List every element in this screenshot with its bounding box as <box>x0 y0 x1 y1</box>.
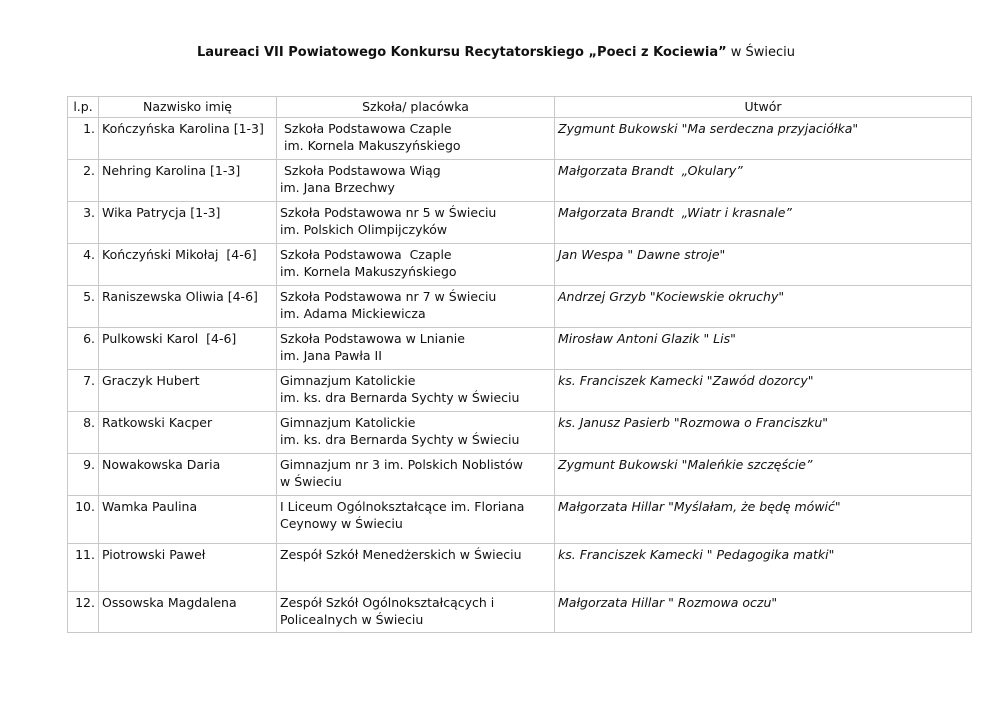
cell-lp: 3. <box>68 202 99 244</box>
header-work: Utwór <box>555 97 972 118</box>
document-title <box>0 44 992 62</box>
title-main: Laureaci VII Powiatowego Konkursu Recytatorskiego „Poeci z Kociewia” <box>196 45 727 60</box>
cell-lp: 1. <box>68 118 99 160</box>
table-row <box>68 244 972 286</box>
cell-name: Ossowska Magdalena <box>99 592 277 633</box>
school-line-2: Ceynowy w Świeciu <box>280 516 403 531</box>
table-row <box>68 496 972 544</box>
cell-work: Małgorzata Brandt „Wiatr i krasnale” <box>555 202 972 244</box>
cell-work: Andrzej Grzyb "Kociewskie okruchy" <box>555 286 972 328</box>
cell-school <box>277 118 555 160</box>
title-location: w Świeciu <box>726 45 796 60</box>
cell-lp: 2. <box>68 160 99 202</box>
cell-name: Nehring Karolina [1-3] <box>99 160 277 202</box>
cell-name: Kończyńska Karolina [1-3] <box>99 118 277 160</box>
school-line-1: Szkoła Podstawowa nr 7 w Świeciu <box>280 289 497 304</box>
table-row <box>68 328 972 370</box>
table-header-row <box>68 97 972 118</box>
cell-school <box>277 202 555 244</box>
cell-name: Kończyński Mikołaj [4-6] <box>99 244 277 286</box>
school-line-1: Gimnazjum Katolickie <box>280 415 416 430</box>
cell-work: Zygmunt Bukowski "Maleńkie szczęście” <box>555 454 972 496</box>
cell-name: Raniszewska Oliwia [4-6] <box>99 286 277 328</box>
table-row <box>68 544 972 592</box>
cell-school <box>277 286 555 328</box>
cell-lp: 7. <box>68 370 99 412</box>
cell-work: Małgorzata Hillar "Myślałam, że będę mówić" <box>555 496 972 544</box>
cell-name: Piotrowski Paweł <box>99 544 277 592</box>
cell-work: ks. Janusz Pasierb "Rozmowa o Franciszku" <box>555 412 972 454</box>
school-line-1: Szkoła Podstawowa nr 5 w Świeciu <box>280 205 497 220</box>
cell-lp: 5. <box>68 286 99 328</box>
school-line-2: im. Kornela Makuszyńskiego <box>280 138 461 153</box>
school-line-1: Szkoła Podstawowa w Lnianie <box>280 331 465 346</box>
table-row <box>68 454 972 496</box>
cell-school <box>277 496 555 544</box>
cell-school <box>277 592 555 633</box>
cell-lp: 8. <box>68 412 99 454</box>
school-line-2: im. Polskich Olimpijczyków <box>280 222 448 237</box>
cell-school <box>277 160 555 202</box>
cell-lp: 11. <box>68 544 99 592</box>
cell-school <box>277 370 555 412</box>
laureates-table <box>67 96 972 633</box>
table-row <box>68 412 972 454</box>
cell-work: Małgorzata Brandt „Okulary” <box>555 160 972 202</box>
school-line-1: Gimnazjum Katolickie <box>280 373 416 388</box>
table-row <box>68 202 972 244</box>
school-line-2: w Świeciu <box>280 474 342 489</box>
cell-work: ks. Franciszek Kamecki " Pedagogika matki" <box>555 544 972 592</box>
table-row <box>68 370 972 412</box>
cell-school <box>277 328 555 370</box>
cell-school <box>277 454 555 496</box>
school-line-2: im. Adama Mickiewicza <box>280 306 426 321</box>
cell-name: Graczyk Hubert <box>99 370 277 412</box>
table-row <box>68 592 972 633</box>
cell-lp: 12. <box>68 592 99 633</box>
cell-school <box>277 412 555 454</box>
header-school: Szkoła/ placówka <box>277 97 555 118</box>
cell-work: Zygmunt Bukowski "Ma serdeczna przyjaciółka" <box>555 118 972 160</box>
school-line-2: im. Kornela Makuszyńskiego <box>280 264 457 279</box>
school-line-1: Zespół Szkół Ogólnokształcących i <box>280 595 495 610</box>
school-line-1: Szkoła Podstawowa Wiąg <box>280 163 441 178</box>
school-line-1: Szkoła Podstawowa Czaple <box>280 247 452 262</box>
cell-work: Jan Wespa " Dawne stroje" <box>555 244 972 286</box>
header-name: Nazwisko imię <box>99 97 277 118</box>
cell-name: Pulkowski Karol [4-6] <box>99 328 277 370</box>
school-line-1: Zespół Szkół Menedżerskich w Świeciu <box>280 547 522 562</box>
cell-name: Wika Patrycja [1-3] <box>99 202 277 244</box>
school-line-1: Gimnazjum nr 3 im. Polskich Noblistów <box>280 457 523 472</box>
cell-lp: 4. <box>68 244 99 286</box>
cell-work: ks. Franciszek Kamecki "Zawód dozorcy" <box>555 370 972 412</box>
cell-lp: 6. <box>68 328 99 370</box>
cell-name: Ratkowski Kacper <box>99 412 277 454</box>
school-line-2: im. Jana Pawła II <box>280 348 382 363</box>
cell-work: Mirosław Antoni Glazik " Lis" <box>555 328 972 370</box>
cell-school <box>277 244 555 286</box>
cell-lp: 10. <box>68 496 99 544</box>
table-row <box>68 118 972 160</box>
cell-work: Małgorzata Hillar " Rozmowa oczu" <box>555 592 972 633</box>
school-line-2: im. Jana Brzechwy <box>280 180 395 195</box>
header-lp: l.p. <box>68 97 99 118</box>
cell-name: Wamka Paulina <box>99 496 277 544</box>
cell-school <box>277 544 555 592</box>
cell-name: Nowakowska Daria <box>99 454 277 496</box>
school-line-2: im. ks. dra Bernarda Sychty w Świeciu <box>280 390 520 405</box>
table-row <box>68 160 972 202</box>
school-line-1: Szkoła Podstawowa Czaple <box>280 121 452 136</box>
cell-lp: 9. <box>68 454 99 496</box>
table-row <box>68 286 972 328</box>
school-line-2: Policealnych w Świeciu <box>280 612 424 627</box>
school-line-1: I Liceum Ogólnokształcące im. Floriana <box>280 499 525 514</box>
school-line-2: im. ks. dra Bernarda Sychty w Świeciu <box>280 432 520 447</box>
